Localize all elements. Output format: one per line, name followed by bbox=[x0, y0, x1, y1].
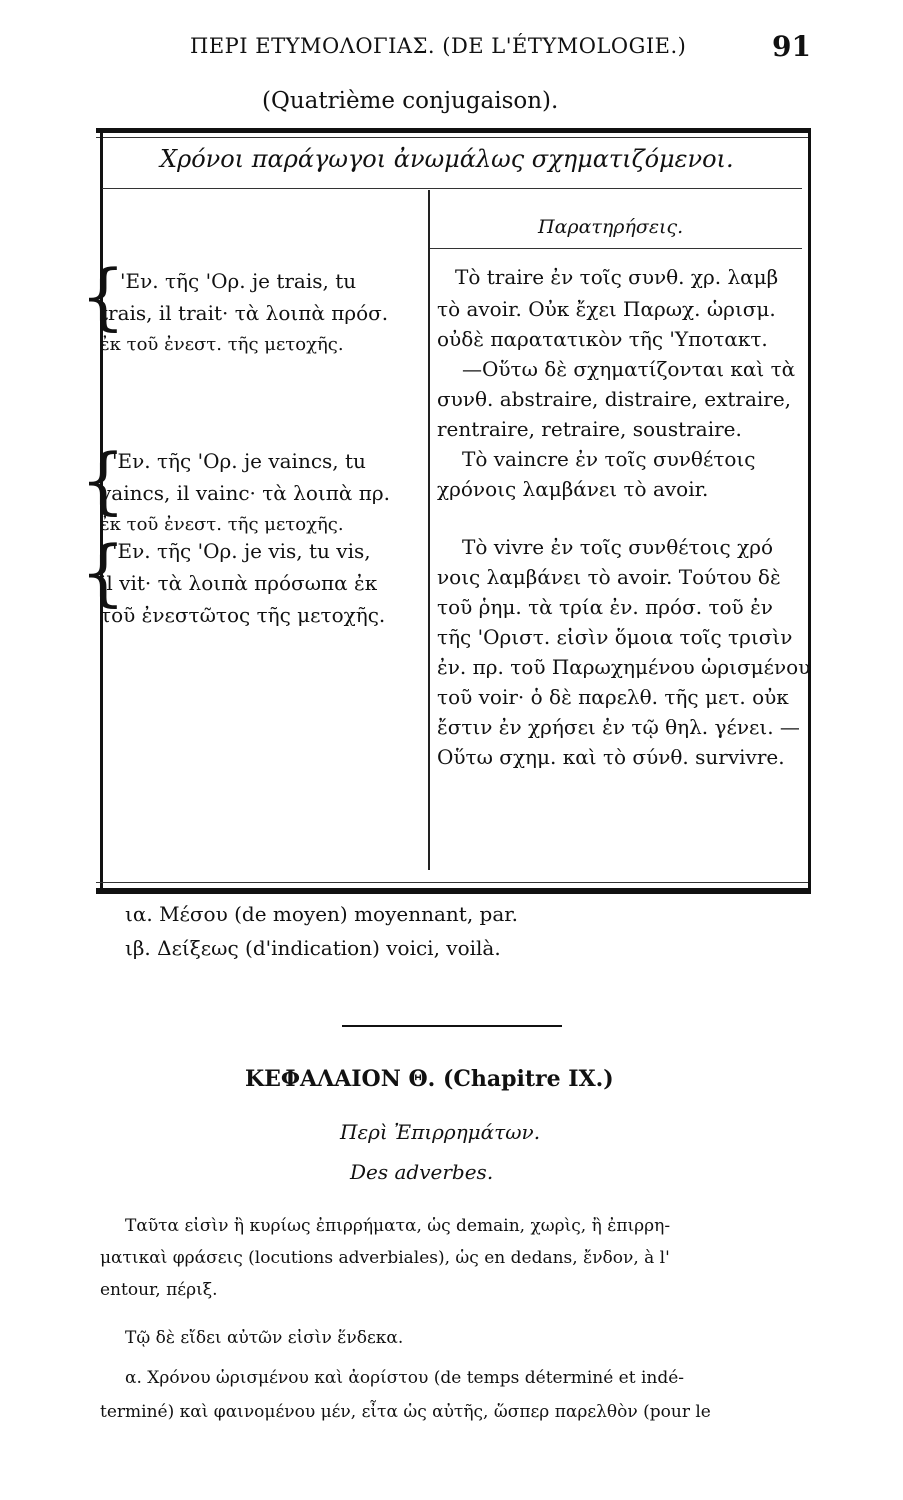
right-block-1-line-2: τὸ avoir. Οὐκ ἔχει Παρωχ. ὡρισμ. bbox=[437, 297, 776, 321]
right-block-3-line-7: ἔστιν ἐν χρήσει ἐν τῷ θηλ. γένει. — bbox=[437, 715, 800, 739]
brace-block-3: { bbox=[80, 530, 126, 614]
right-block-3-line-4: τῆς 'Οριστ. εἰσὶν ὅμοια τοῖς τρισὶν bbox=[437, 625, 793, 649]
right-block-1-line-5: συνθ. abstraire, distraire, extraire, bbox=[437, 387, 792, 411]
right-block-3-line-8: Οὕτω σχημ. καὶ τὸ σύνθ. survivre. bbox=[437, 745, 785, 769]
running-header: ΠΕΡΙ ΕΤΥΜΟΛΟΓΙΑΣ. (DE L'ÉTYMOLOGIE.) bbox=[190, 34, 687, 58]
right-block-1-line-6: rentraire, retraire, soustraire. bbox=[437, 417, 742, 441]
chapter-subheading-greek: Περὶ Ἐπιρρημάτων. bbox=[340, 1120, 541, 1144]
table-bottom-hairline bbox=[96, 882, 808, 883]
column-divider bbox=[428, 190, 430, 870]
chapter-heading: ΚΕΦΑΛΑΙΟΝ Θ. (Chapitre IX.) bbox=[245, 1066, 614, 1092]
right-block-3-line-6: τοῦ voir· ὁ δὲ παρελθ. τῆς μετ. οὐκ bbox=[437, 685, 789, 709]
remarks-column-heading: Παρατηρήσεις. bbox=[538, 216, 684, 238]
lower-line-1: ια. Μέσου (de moyen) moyennant, par. bbox=[125, 902, 518, 926]
left-block-2-line-2: vaincs, il vainc· τὰ λοιπὰ πρ. bbox=[100, 481, 390, 505]
lower-line-2: ιβ. Δείξεως (d'indication) voici, voilà. bbox=[125, 936, 501, 960]
paragraph-line-5: α. Χρόνου ὡρισμένου καὶ ἀορίστου (de temps déterminé et indé- bbox=[125, 1368, 685, 1388]
paragraph-line-1: Ταῦτα εἰσὶν ἢ κυρίως ἐπιρρήματα, ὡς demain, χωρὶς, ἢ ἐπιρρη- bbox=[125, 1216, 671, 1236]
right-block-3-line-5: ἐν. πρ. τοῦ Παρωχημένου ὡρισμένου bbox=[437, 655, 811, 679]
paragraph-line-2: ματικαὶ φράσεις (locutions adverbiales), ὡς en dedans, ἔνδον, à l' bbox=[100, 1248, 670, 1268]
chapter-subheading-french: Des adverbes. bbox=[350, 1160, 494, 1184]
left-block-1-line-2: trais, il trait· τὰ λοιπὰ πρόσ. bbox=[100, 301, 389, 325]
table-title: Χρόνοι παράγωγοι ἀνωμάλως σχηματιζόμενοι. bbox=[160, 145, 734, 173]
left-block-3-line-2: il vit· τὰ λοιπὰ πρόσωπα ἐκ bbox=[100, 571, 378, 595]
left-block-2-line-3: ἐκ τοῦ ἐνεστ. τῆς μετοχῆς. bbox=[100, 514, 344, 535]
left-block-1-line-3: ἐκ τοῦ ἐνεστ. τῆς μετοχῆς. bbox=[100, 334, 344, 355]
right-block-3-line-3: τοῦ ῥημ. τὰ τρία ἐν. πρόσ. τοῦ ἐν bbox=[437, 595, 773, 619]
right-block-3-line-2: νοις λαμβάνει τὸ avoir. Τούτου δὲ bbox=[437, 565, 781, 589]
brace-block-1: { bbox=[80, 254, 126, 338]
right-block-2-line-1: Τὸ vaincre ἐν τοῖς συνθέτοις bbox=[462, 447, 756, 471]
chapter-separator bbox=[342, 1025, 562, 1027]
right-block-2-line-2: χρόνοις λαμβάνει τὸ avoir. bbox=[437, 477, 709, 501]
paragraph-line-3: entour, πέριξ. bbox=[100, 1280, 218, 1300]
left-block-3-line-3: τοῦ ἐνεστῶτος τῆς μετοχῆς. bbox=[100, 603, 386, 627]
remarks-heading-underline bbox=[430, 248, 802, 249]
page-number: 91 bbox=[772, 30, 811, 63]
table-frame bbox=[100, 128, 811, 894]
right-block-1-line-4: —Οὕτω δὲ σχηματίζονται καὶ τὰ bbox=[462, 357, 796, 381]
right-block-3-line-1: Τὸ vivre ἐν τοῖς συνθέτοις χρό bbox=[462, 535, 774, 559]
paragraph-line-4: Τῷ δὲ εἴδει αὐτῶν εἰσὶν ἕνδεκα. bbox=[125, 1328, 404, 1348]
conjugation-subheading: (Quatrième conjugaison). bbox=[262, 88, 559, 114]
paragraph-line-6: terminé) καὶ φαινομένου μέν, εἶτα ὡς αὐτῆς, ὥσπερ παρελθὸν (pour le bbox=[100, 1402, 711, 1422]
right-block-1-line-1: Τὸ traire ἐν τοῖς συνθ. χρ. λαμβ bbox=[455, 265, 779, 289]
right-block-1-line-3: οὐδὲ παρατατικὸν τῆς 'Υποτακτ. bbox=[437, 327, 768, 351]
title-separator bbox=[102, 188, 802, 189]
brace-block-2: { bbox=[80, 438, 126, 522]
left-block-2-line-1: 'Εν. τῆς 'Ορ. je vaincs, tu bbox=[112, 449, 366, 473]
left-block-3-line-1: 'Εν. τῆς 'Ορ. je vis, tu vis, bbox=[112, 539, 371, 563]
table-bottom-rule bbox=[96, 888, 808, 894]
left-block-1-line-1: 'Εν. τῆς 'Ορ. je trais, tu bbox=[120, 269, 357, 293]
